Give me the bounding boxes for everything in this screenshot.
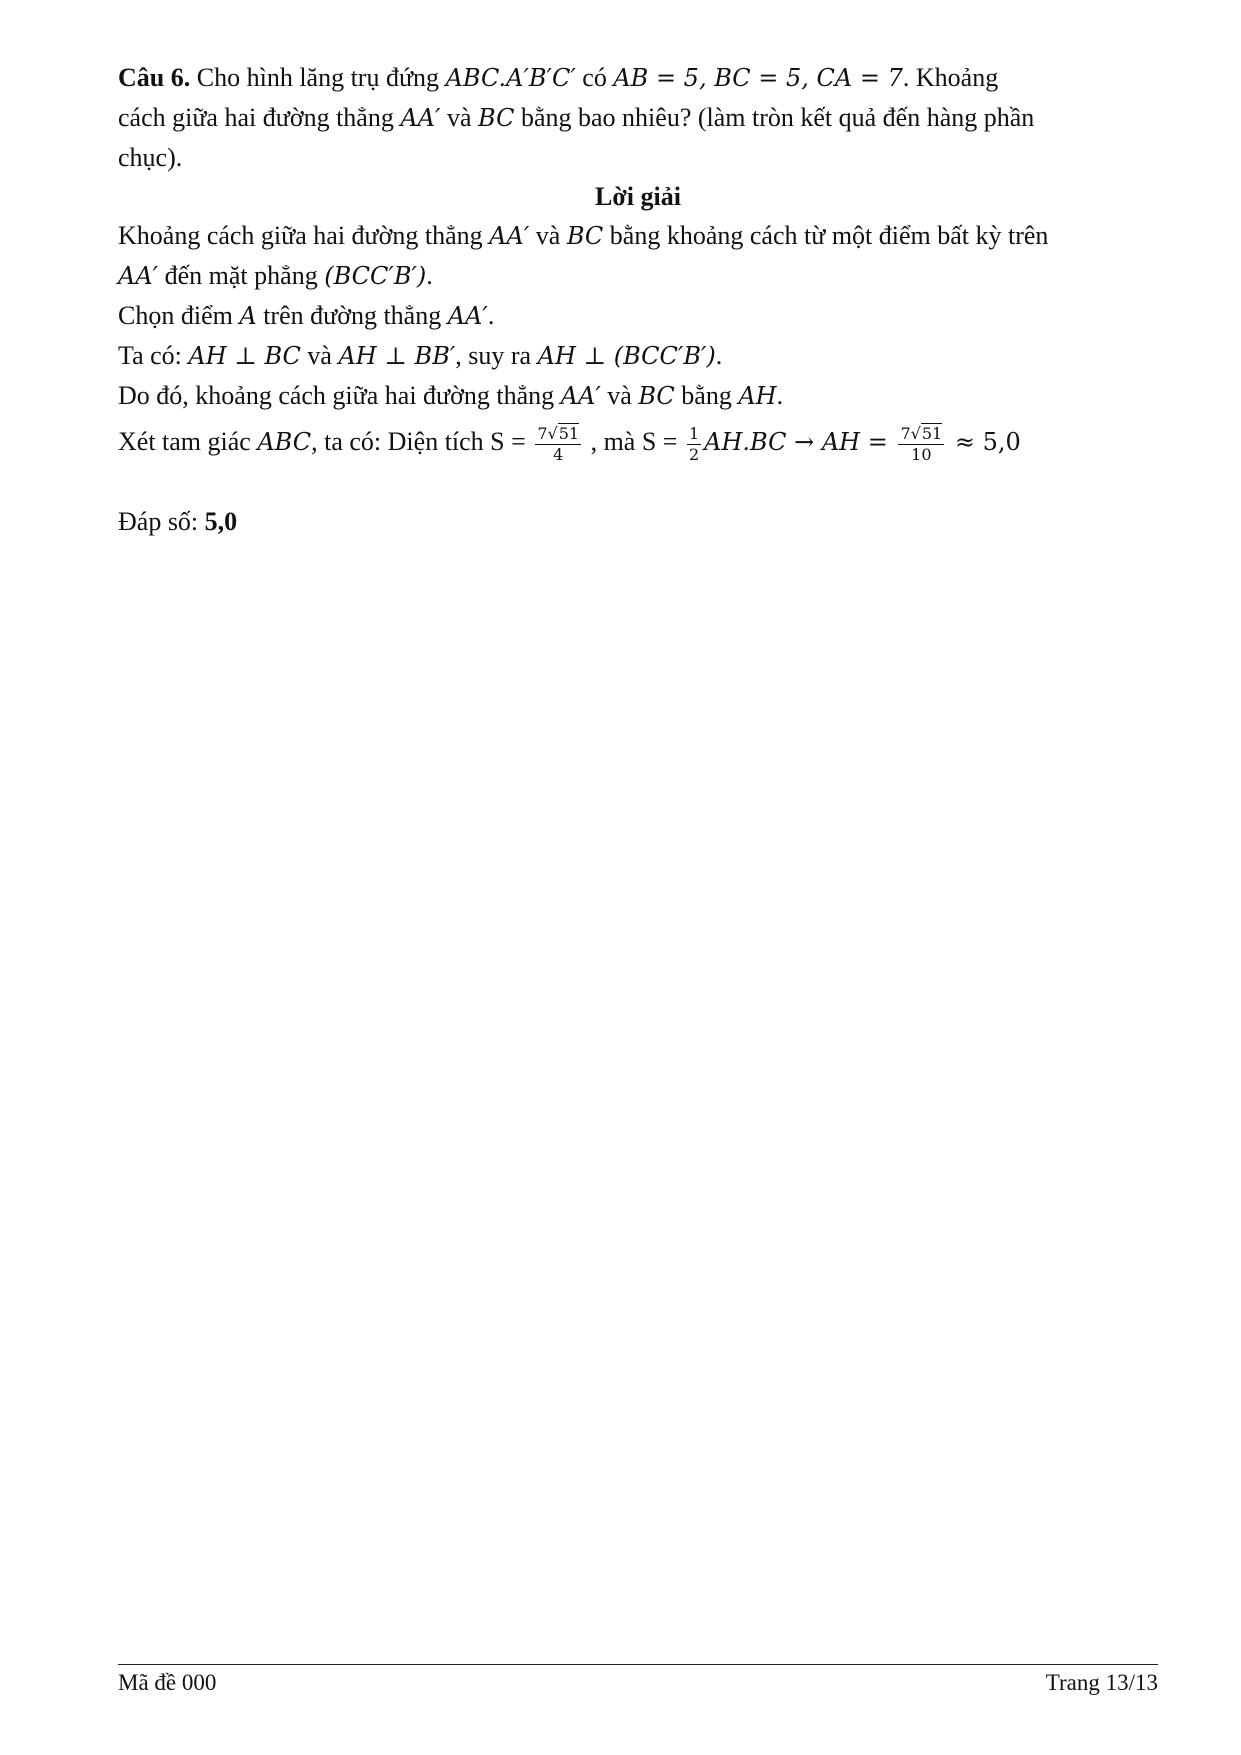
solution-text: trên đường thẳng — [256, 301, 448, 330]
footer-divider — [118, 1664, 1158, 1665]
document-body — [118, 58, 1158, 541]
solution-text: . — [487, 301, 495, 330]
solution-text: . — [776, 381, 784, 410]
solution-text: bằng — [674, 381, 739, 410]
solution-line-1 — [118, 216, 1158, 256]
question-text: Cho hình lăng trụ đứng — [190, 63, 446, 92]
fraction-numerator: 1 — [688, 423, 700, 443]
solution-text: và — [300, 341, 339, 370]
line-aa: AA′ — [400, 104, 441, 132]
fraction-denominator: 2 — [688, 444, 700, 464]
answer-label: Đáp số: — [118, 506, 205, 536]
question-line-3: chục). — [118, 143, 183, 172]
solution-line-5 — [118, 376, 1158, 416]
line-aa: AA′ — [560, 382, 601, 410]
solution-text: bằng khoảng cách từ một điểm bất kỳ trên — [603, 221, 1049, 250]
question-text: và — [440, 103, 479, 132]
solution-text: Do đó, khoảng cách giữa hai đường thẳng — [118, 381, 561, 410]
question-text: có — [575, 63, 614, 92]
line-bc: BC — [566, 222, 604, 250]
solution-text: và — [529, 221, 567, 250]
radicand: 51 — [558, 423, 580, 443]
half-fraction — [687, 425, 701, 464]
line-aa: AA′ — [118, 262, 159, 290]
solution-text: . — [715, 341, 723, 370]
prism-name: ABC.A′B′C′ — [445, 64, 576, 92]
solution-text: , mà S = — [584, 427, 684, 456]
approx-result: ≈ 5,0 — [947, 428, 1021, 456]
point-a: A — [239, 302, 257, 330]
ah-fraction: $\frac{7√51}{10}$ — [900, 423, 943, 464]
answer-line — [118, 502, 1158, 541]
fraction-coefficient: 7 — [537, 423, 548, 443]
solution-text: Chọn điểm — [118, 301, 240, 330]
solution-line-3 — [118, 296, 1158, 336]
fraction-denominator: 10 — [911, 444, 932, 464]
side-lengths: AB = 5, BC = 5, CA = 7 — [613, 64, 903, 92]
solution-heading: Lời giải — [595, 182, 681, 211]
solution-text: Khoảng cách giữa hai đường thẳng — [118, 221, 490, 250]
answer-value: 5,0 — [204, 506, 238, 536]
line-bc: BC — [478, 104, 515, 132]
solution-text: Xét tam giác — [118, 427, 258, 456]
solution-text: Ta có: — [118, 341, 189, 370]
question-text: . Khoảng — [902, 63, 999, 92]
plane-name: (BCC′B′) — [324, 262, 427, 290]
question-line-1 — [118, 58, 1158, 98]
solution-line-4 — [118, 336, 1158, 376]
question-line-2 — [118, 98, 1158, 138]
relation-3: AH ⊥ (BCC′B′) — [537, 342, 716, 370]
solution-line-6 — [118, 422, 1158, 464]
line-aa: AA′ — [489, 222, 530, 250]
radicand: 51 — [921, 423, 943, 443]
question-label: Câu 6. — [118, 63, 191, 92]
question-text: bằng bao nhiêu? (làm tròn kết quả đến hàng phần — [514, 103, 1035, 132]
area-fraction: $\frac{7√51}{4}$ — [537, 423, 580, 464]
segment-ah: AH — [738, 382, 777, 410]
fraction-denominator: 4 — [553, 444, 564, 464]
relation-2: AH ⊥ BB′ — [338, 342, 456, 370]
page-number: Trang 13/13 — [1045, 1670, 1158, 1695]
solution-text: đến mặt phẳng — [158, 261, 325, 290]
area-expression: AH.BC → AH = — [704, 428, 896, 456]
line-aa: AA′ — [447, 302, 488, 330]
triangle-name: ABC — [257, 428, 312, 456]
line-bc: BC — [638, 382, 675, 410]
solution-text: , ta có: Diện tích S = — [311, 427, 533, 456]
solution-text: và — [600, 381, 639, 410]
question-text: cách giữa hai đường thẳng — [118, 103, 401, 132]
fraction-coefficient: 7 — [900, 423, 911, 443]
solution-text: . — [426, 261, 433, 290]
solution-line-2 — [118, 256, 1158, 296]
exam-code: Mã đề 000 — [118, 1670, 217, 1695]
relation-1: AH ⊥ BC — [188, 342, 301, 370]
solution-text: , suy ra — [455, 341, 538, 370]
